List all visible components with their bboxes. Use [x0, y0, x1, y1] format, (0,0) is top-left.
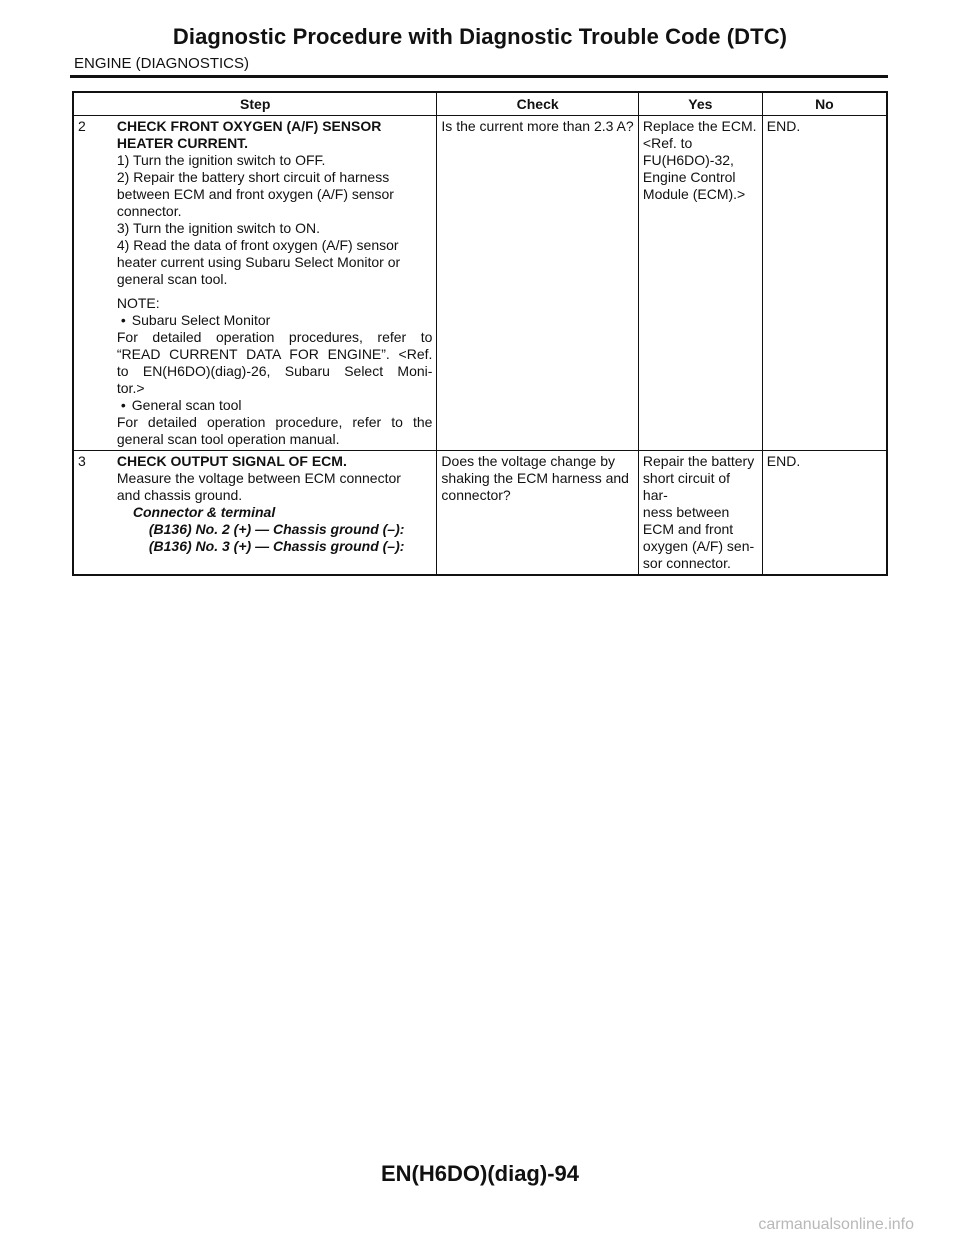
note-text: general scan tool operation manual. — [116, 431, 340, 447]
step-instruction: heater current using Subaru Select Monitor or — [116, 254, 401, 270]
step-instruction: 1) Turn the ignition switch to OFF. — [116, 152, 326, 168]
page-title: Diagnostic Procedure with Diagnostic Trouble Code (DTC) — [172, 24, 788, 49]
note-bullet: • Subaru Select Monitor — [117, 312, 433, 329]
step-instruction: Measure the voltage between ECM connector — [116, 470, 401, 486]
step-instruction: 3) Turn the ignition switch to ON. — [116, 220, 320, 236]
yes-cell — [638, 116, 762, 451]
yes-line: oxygen (A/F) sen- — [642, 538, 755, 554]
header-step: Step — [73, 92, 437, 116]
page-footer-id: EN(H6DO)(diag)-94 — [380, 1161, 579, 1186]
step-title-line: CHECK FRONT OXYGEN (A/F) SENSOR — [116, 118, 382, 134]
yes-line: Repair the battery — [642, 453, 755, 469]
note-text: “READ CURRENT DATA FOR ENGINE”. <Ref. — [116, 346, 433, 362]
check-line: connector? — [441, 487, 511, 503]
check-cell — [437, 451, 638, 576]
table-row — [73, 451, 887, 576]
note-text: to EN(H6DO)(diag)-26, Subaru Select Moni- — [116, 363, 433, 379]
spec-line: (B136) No. 2 (+) — Chassis ground (–): — [148, 521, 405, 537]
yes-line: short circuit of har- — [642, 470, 731, 503]
yes-line: Replace the ECM. — [642, 118, 757, 134]
yes-line: sor connector. — [642, 555, 731, 571]
header-rule — [70, 75, 888, 78]
diagnostic-procedure-table — [72, 91, 888, 576]
step-instruction: 2) Repair the battery short circuit of harness — [116, 169, 390, 185]
note-text: For detailed operation procedures, refer to — [116, 329, 433, 345]
step-instruction: connector. — [116, 203, 182, 219]
note-text: tor.> — [116, 380, 145, 396]
step-number: 3 — [73, 451, 113, 576]
yes-line: <Ref. to — [642, 135, 693, 151]
section-heading: ENGINE (DIAGNOSTICS) — [74, 55, 250, 72]
yes-line: FU(H6DO)-32, — [642, 152, 734, 168]
step-instruction: and chassis ground. — [116, 487, 243, 503]
step-title-line: CHECK OUTPUT SIGNAL OF ECM. — [116, 453, 347, 469]
check-line: shaking the ECM harness and — [441, 470, 629, 486]
note-bullet: • General scan tool — [117, 397, 433, 414]
yes-line: ECM and front — [642, 521, 734, 537]
header-yes: Yes — [638, 92, 762, 116]
step-instruction: 4) Read the data of front oxygen (A/F) sensor — [116, 237, 399, 253]
header-check: Check — [437, 92, 638, 116]
no-cell: END. — [762, 116, 887, 451]
step-instruction: general scan tool. — [116, 271, 228, 287]
step-description — [113, 116, 437, 451]
no-cell: END. — [762, 451, 887, 576]
spec-line: (B136) No. 3 (+) — Chassis ground (–): — [148, 538, 405, 554]
site-watermark: carmanualsonline.info — [758, 1216, 914, 1233]
yes-line: Module (ECM).> — [642, 186, 746, 202]
step-description — [113, 451, 437, 576]
table-row — [73, 116, 887, 451]
header-no: No — [762, 92, 887, 116]
step-instruction: between ECM and front oxygen (A/F) sensor — [116, 186, 394, 202]
table-header-row — [73, 92, 887, 116]
note-label: NOTE: — [116, 295, 160, 311]
spec-heading: Connector & terminal — [132, 504, 276, 520]
check-cell: Is the current more than 2.3 A? — [437, 116, 638, 451]
yes-line: Engine Control — [642, 169, 736, 185]
step-number: 2 — [73, 116, 113, 451]
yes-cell — [638, 451, 762, 576]
step-title-line: HEATER CURRENT. — [116, 135, 249, 151]
yes-line: ness between — [642, 504, 730, 520]
check-line: Does the voltage change by — [441, 453, 615, 469]
note-text: For detailed operation procedure, refer to the — [116, 414, 433, 430]
